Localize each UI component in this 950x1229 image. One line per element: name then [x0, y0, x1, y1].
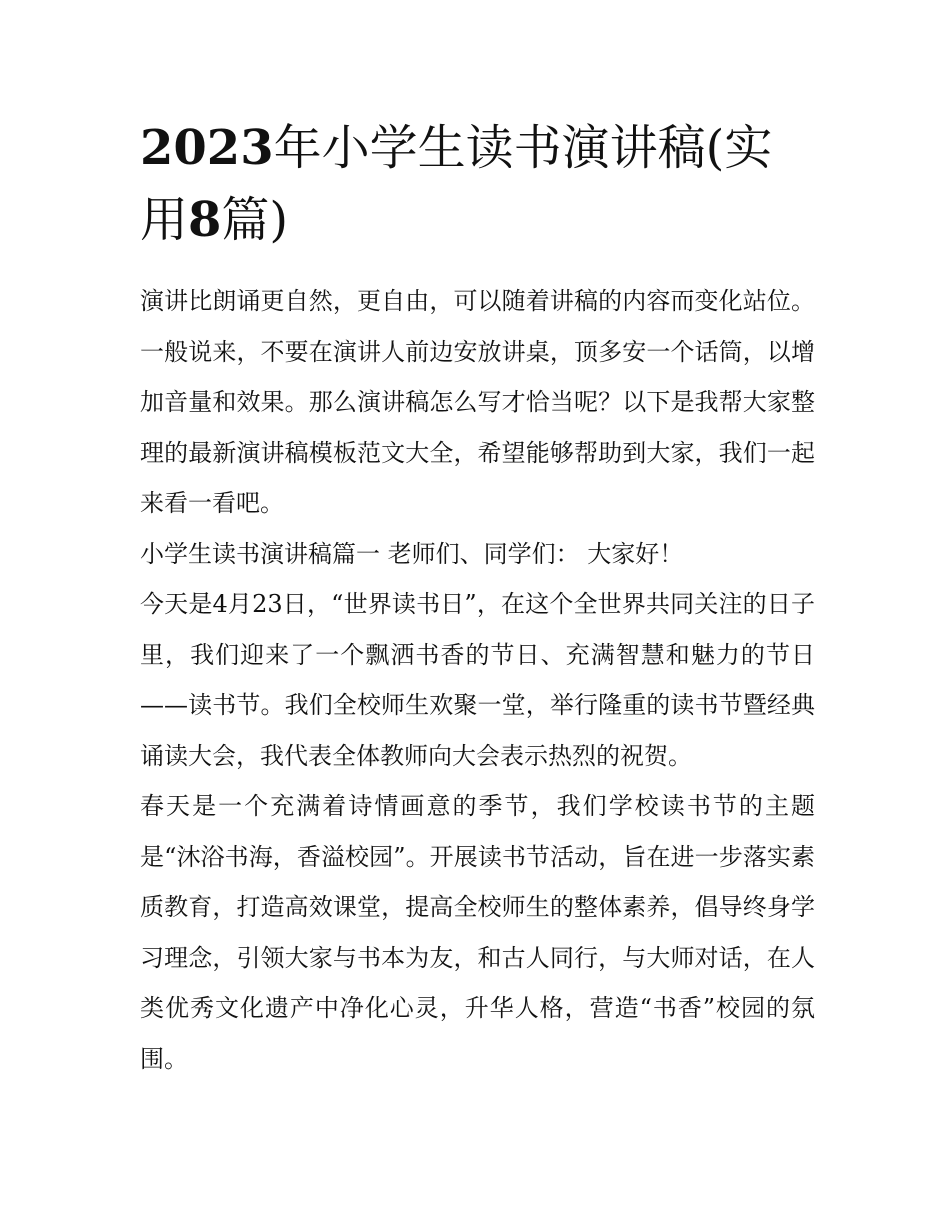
intro-paragraph: 演讲比朗诵更自然，更自由，可以随着讲稿的内容而变化站位。一般说来，不要在演讲人前边安放讲桌，顶多安一个话筒，以增加音量和效果。那么演讲稿怎么写才恰当呢？以下是我帮大家整理的最新演讲稿模板范文大全，希望能够帮助到大家，我们一起来看一看吧。 — [140, 287, 815, 517]
title-count: 8 — [188, 192, 222, 248]
document-title — [140, 112, 820, 256]
title-year: 2023 — [140, 120, 274, 176]
title-text: 年小学生读书演讲稿(实用 — [140, 120, 773, 248]
document-body — [140, 276, 815, 1084]
speech-heading-paragraph: 小学生读书演讲稿篇一 老师们、同学们： 大家好！ — [140, 539, 684, 568]
speech-paragraph-1: 今天是4月23日，“世界读书日”，在这个全世界共同关注的日子里，我们迎来了一个飘洒书香的节日、充满智慧和魅力的节日——读书节。我们全校师生欢聚一堂，举行隆重的读书节暨经典诵读大会，我代表全体教师向大会表示热烈的祝贺。 — [140, 590, 815, 770]
title-suffix: 篇) — [221, 192, 289, 248]
speech-paragraph-2: 春天是一个充满着诗情画意的季节，我们学校读书节的主题是“沐浴书海，香溢校园”。开展读书节活动，旨在进一步落实素质教育，打造高效课堂，提高全校师生的整体素养，倡导终身学习理念，引领大家与书本为友，和古人同行，与大师对话，在人类优秀文化遗产中净化心灵，升华人格，营造“书香”校园的氛围。 — [140, 792, 815, 1073]
